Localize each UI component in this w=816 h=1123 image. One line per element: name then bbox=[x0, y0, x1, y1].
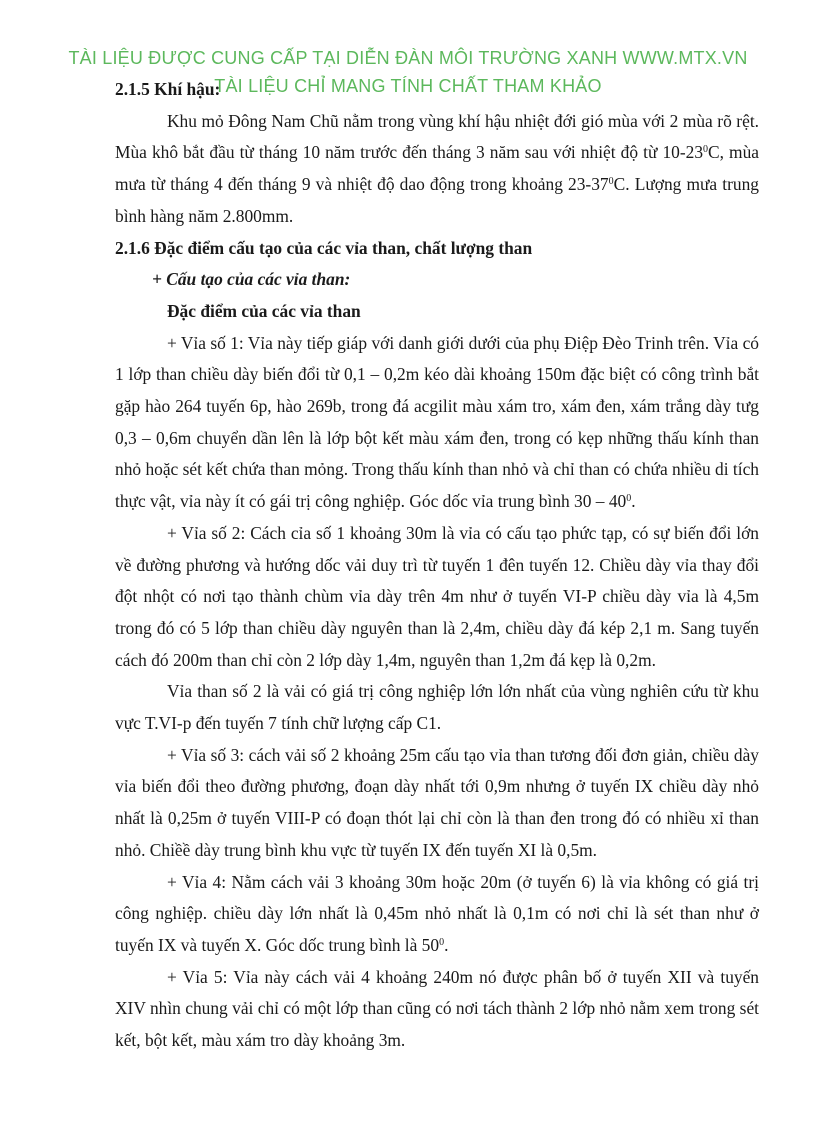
paragraph-seam-3: + Vỉa số 3: cách vải số 2 khoảng 25m cấu tạo vỉa than tương đối đơn giản, chiều dày vỉa biến đổi theo đường phương, đoạn dày nhất tới 0,9m nhưng ở tuyến IX chiều dày nhỏ nhất là 0,25m ở tuyến VIII-P có đoạn thót lại chỉ còn là than đen trong đó có nhiều xỉ than nhỏ. Chiềề dày trung bình khu vực từ tuyến IX đến tuyến XI là 0,5m. bbox=[115, 744, 759, 860]
degree-sup-2: 0 bbox=[608, 176, 614, 188]
subsubheading-seam-features: Đặc điểm của các vỉa than bbox=[167, 300, 361, 321]
watermark-line-1: TÀI LIỆU ĐƯỢC CUNG CẤP TẠI DIỄN ĐÀN MÔI TRƯỜNG XANH WWW.MTX.VN bbox=[68, 48, 748, 68]
seam-1-degree-sup: 0 bbox=[626, 493, 632, 505]
climate-text-c: C. Lượng mưa trung bình hàng năm 2.800mm. bbox=[115, 174, 759, 226]
degree-sup-1: 0 bbox=[703, 144, 709, 156]
paragraph-seam-2: + Vỉa số 2: Cách cỉa số 1 khoảng 30m là vỉa có cấu tạo phức tạp, có sự biến đổi lớn về đường phương và hướng dốc vải duy trì từ tuyến 1 đên tuyến 12. Chiều dày vỉa thay đổi đột nhột có nơi tạo thành chùm vỉa dày trên 4m như ở tuyến VI-P chiều dày vỉa là 4,5m trong đó có 5 lớp than chiều dày nguyên than là 2,4m, chiều dày đá kép 2,1 m. Sang tuyến cách đó 200m than chỉ còn 2 lớp dày 1,4m, nguyên than 1,2m đá kẹp là 0,2m. bbox=[115, 522, 759, 670]
paragraph-seam-1 bbox=[115, 328, 759, 518]
seam-1-text: + Vỉa số 1: Vỉa này tiếp giáp với danh giới dưới của phụ Điệp Đèo Trinh trên. Vỉa có 1 lớp than chiều dày biến đổi từ 0,1 – 0,2m kéo dài khoảng 150m đặc biệt có công trình bắt gặp hào 264 tuyến 6p, hào 269b, trong đá acgilit màu xám tro, xám đen, xám trắng dày tưg 0,3 – 0,6m chuyển dần lên là lớp bột kết màu xám đen, trong có kẹp những thấu kính than nhỏ hoặc sét kết chứa than mỏng. Trong thấu kính than nhỏ và chỉ than có chứa nhiều di tích thực vật, vỉa này ít có gái trị công nghiệp. Góc dốc vỉa trung bình 30 – 40 bbox=[115, 332, 759, 512]
watermark-line-2: TÀI LIỆU CHỈ MANG TÍNH CHẤT THAM KHẢO bbox=[214, 76, 602, 96]
seam-4-degree-sup: 0 bbox=[439, 936, 445, 948]
paragraph-climate bbox=[115, 106, 759, 233]
document-page bbox=[115, 74, 759, 1057]
heading-coal-seams: 2.1.6 Đặc điểm cấu tạo của các vỉa than, chất lượng than bbox=[115, 237, 533, 258]
seam-4-text: + Vỉa 4: Nằm cách vải 3 khoảng 30m hoặc 20m (ở tuyến 6) là vỉa không có giá trị công nghiệp. chiều dày lớn nhất là 0,45m nhỏ nhất là 0,1m có nơi chỉ là sét than như ở tuyến IX và tuyến X. Góc dốc trung bình là 50 bbox=[115, 871, 759, 955]
seam-1-end: . bbox=[631, 491, 636, 512]
paragraph-seam-5: + Vỉa 5: Vỉa này cách vải 4 khoảng 240m nó được phân bố ở tuyến XII và tuyến XIV nhìn chung vải chỉ có một lớp than cũng có nơi tách thành 2 lớp nhỏ nằm xem trong sét kết, bột kết, màu xám tro dày khoảng 3m. bbox=[115, 966, 759, 1051]
heading-climate: 2.1.5 Khí hậu: bbox=[115, 79, 221, 99]
climate-text-a: Khu mỏ Đông Nam Chũ nằm trong vùng khí hậu nhiệt đới gió mùa với 2 mùa rõ rệt. Mùa khô bắt đầu từ tháng 10 năm trước đến tháng 3 năm sau với nhiệt độ từ 10-23 bbox=[115, 110, 759, 163]
seam-4-end: . bbox=[444, 934, 449, 955]
subheading-seam-structure: + Cấu tạo của các vỉa than: bbox=[152, 269, 351, 290]
paragraph-seam-2-note: Vỉa than số 2 là vải có giá trị công nghiệp lớn lớn nhất của vùng nghiên cứu từ khu vực T.VI-p đến tuyến 7 tính chữ lượng cấp C1. bbox=[115, 681, 759, 734]
climate-text-b: C, mùa mưa từ tháng 4 đến tháng 9 và nhiệt độ dao động trong khoảng 23-37 bbox=[115, 142, 759, 195]
paragraph-seam-4 bbox=[115, 867, 759, 962]
